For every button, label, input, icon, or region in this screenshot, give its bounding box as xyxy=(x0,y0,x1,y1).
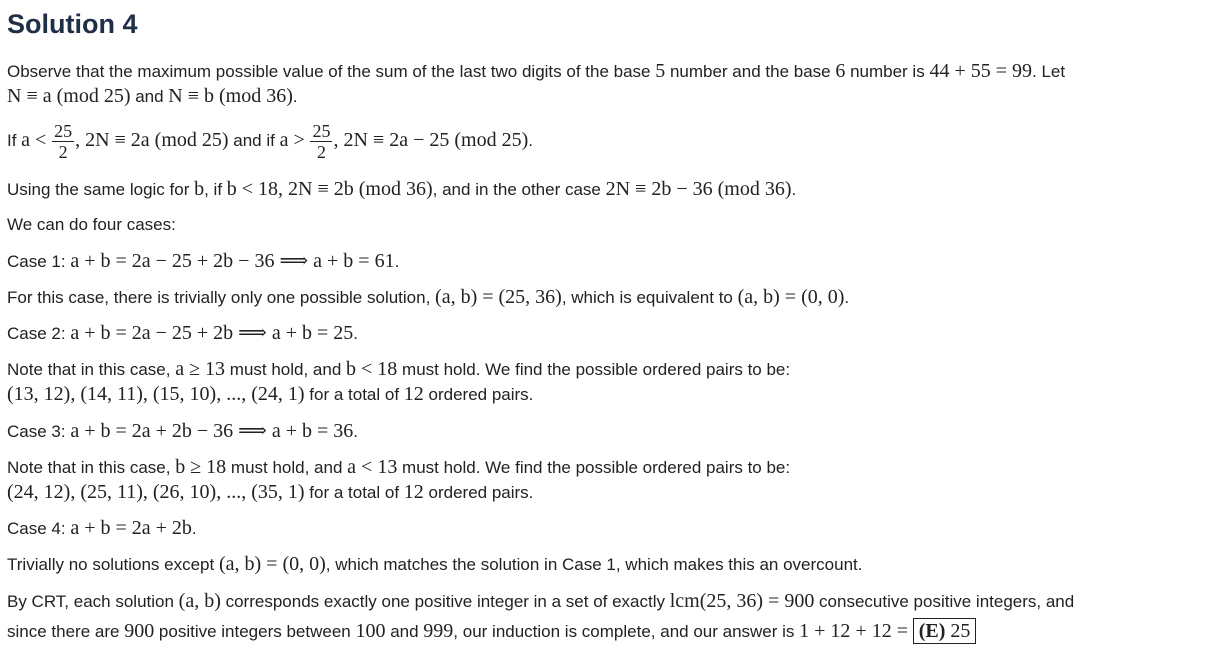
paragraph-line-4 xyxy=(7,178,796,201)
text: must hold, and xyxy=(226,458,348,477)
paragraph-line-8 xyxy=(7,322,358,345)
text: Case 3: xyxy=(7,422,71,441)
text: and xyxy=(385,622,424,641)
text: ordered pairs. xyxy=(423,385,534,404)
math: N ≡ b (mod 36) xyxy=(168,85,293,107)
math: a + b = 2a + 2b − 36 ⟹ a + b = 36 xyxy=(70,420,354,442)
text: Note that in this case, xyxy=(7,360,176,379)
math: (a, b) xyxy=(178,590,221,612)
math: (a, b) = (0, 0) xyxy=(737,286,845,308)
paragraph-line-5 xyxy=(7,214,176,236)
text: Note that in this case, xyxy=(7,458,176,477)
math: b xyxy=(194,178,205,200)
math: 44 + 55 = 99 xyxy=(929,60,1032,82)
paragraph-line-11 xyxy=(7,420,358,443)
text: . xyxy=(292,87,298,106)
text: , and in the other case xyxy=(432,180,606,199)
paragraph-line-15 xyxy=(7,553,862,576)
text: Trivially no solutions except xyxy=(7,555,219,574)
paragraph-line-1 xyxy=(7,60,1065,83)
math: 5 xyxy=(655,60,666,82)
text: For this case, there is trivially only one possible solution, xyxy=(7,288,436,307)
math: a ≥ 13 xyxy=(175,358,226,380)
math: b ≥ 18 xyxy=(175,456,227,478)
paragraph-line-7 xyxy=(7,286,849,309)
answer-value: 25 xyxy=(945,620,971,642)
text: , if xyxy=(204,180,227,199)
math: a + b = 2a − 25 + 2b − 36 ⟹ a + b = 61 xyxy=(70,250,395,272)
math: , 2N ≡ 2a − 25 (mod 25) xyxy=(333,129,529,151)
paragraph-line-3 xyxy=(7,118,533,163)
math: 1 + 12 + 12 = xyxy=(799,620,908,642)
paragraph-line-9 xyxy=(7,358,790,381)
text: consecutive positive integers, and xyxy=(814,592,1075,611)
text: We can do four cases: xyxy=(7,215,176,234)
math: 2N ≡ 2b − 36 (mod 36) xyxy=(605,178,792,200)
text: . xyxy=(844,288,850,307)
math: 999 xyxy=(423,620,454,642)
math: a + b = 2a + 2b xyxy=(70,517,192,539)
text: Case 4: xyxy=(7,519,71,538)
text: Using the same logic for xyxy=(7,180,195,199)
math: (a, b) = (0, 0) xyxy=(218,553,326,575)
text: . Let xyxy=(1032,62,1066,81)
text: . xyxy=(791,180,797,199)
math: 900 xyxy=(124,620,155,642)
fraction-denominator: 2 xyxy=(58,142,68,163)
text: Case 2: xyxy=(7,324,71,343)
fraction xyxy=(310,121,332,162)
text: . xyxy=(394,252,400,271)
answer-letter: (E) xyxy=(918,620,946,642)
text: number and the base xyxy=(665,62,836,81)
paragraph-line-10 xyxy=(7,383,533,406)
math: , 2N ≡ 2a (mod 25) xyxy=(75,129,229,151)
text: , our induction is complete, and our answer is xyxy=(453,622,800,641)
text: , which matches the solution in Case 1, which makes this an overcount. xyxy=(325,555,863,574)
fraction-numerator: 25 xyxy=(312,121,331,142)
text: must hold. We find the possible ordered pairs to be: xyxy=(397,360,791,379)
paragraph-line-16 xyxy=(7,590,1074,613)
text: corresponds exactly one positive integer in a set of exactly xyxy=(220,592,670,611)
text: . xyxy=(353,422,359,441)
paragraph-line-12 xyxy=(7,456,790,479)
text: number is xyxy=(845,62,930,81)
text: since there are xyxy=(7,622,125,641)
math: a + b = 2a − 25 + 2b ⟹ a + b = 25 xyxy=(70,322,354,344)
text: for a total of xyxy=(304,385,404,404)
paragraph-line-2 xyxy=(7,85,298,108)
fraction-numerator: 25 xyxy=(54,121,73,142)
text: . xyxy=(528,131,533,150)
text: ordered pairs. xyxy=(423,483,534,502)
math: a < xyxy=(21,129,47,151)
math: 6 xyxy=(835,60,846,82)
fraction-denominator: 2 xyxy=(316,142,326,163)
math: (13, 12), (14, 11), (15, 10), ..., (24, 1) xyxy=(7,383,305,405)
math: (24, 12), (25, 11), (26, 10), ..., (35, 1) xyxy=(7,481,305,503)
fraction xyxy=(52,121,74,162)
math: lcm(25, 36) = 900 xyxy=(669,590,815,612)
final-answer-box xyxy=(913,618,977,644)
paragraph-line-17 xyxy=(7,618,976,645)
text: positive integers between xyxy=(154,622,356,641)
text: By CRT, each solution xyxy=(7,592,179,611)
paragraph-line-6 xyxy=(7,250,399,273)
text: and xyxy=(130,87,169,106)
text: for a total of xyxy=(304,483,404,502)
text: , which is equivalent to xyxy=(561,288,738,307)
math: a > xyxy=(279,129,305,151)
text: If xyxy=(7,131,22,150)
paragraph-line-14 xyxy=(7,517,197,540)
math: a < 13 xyxy=(347,456,398,478)
text: . xyxy=(191,519,197,538)
text: Observe that the maximum possible value of the sum of the last two digits of the base xyxy=(7,62,656,81)
math: 12 xyxy=(403,481,424,503)
math: 12 xyxy=(403,383,424,405)
math: 100 xyxy=(355,620,386,642)
text: must hold. We find the possible ordered pairs to be: xyxy=(397,458,791,477)
text: . xyxy=(353,324,359,343)
math: b < 18, 2N ≡ 2b (mod 36) xyxy=(226,178,433,200)
text: Case 1: xyxy=(7,252,71,271)
text: and if xyxy=(228,131,280,150)
math: (a, b) = (25, 36) xyxy=(435,286,562,308)
math: b < 18 xyxy=(346,358,398,380)
paragraph-line-13 xyxy=(7,481,533,504)
text: must hold, and xyxy=(225,360,347,379)
math: N ≡ a (mod 25) xyxy=(7,85,131,107)
solution-title: Solution 4 xyxy=(7,9,138,39)
